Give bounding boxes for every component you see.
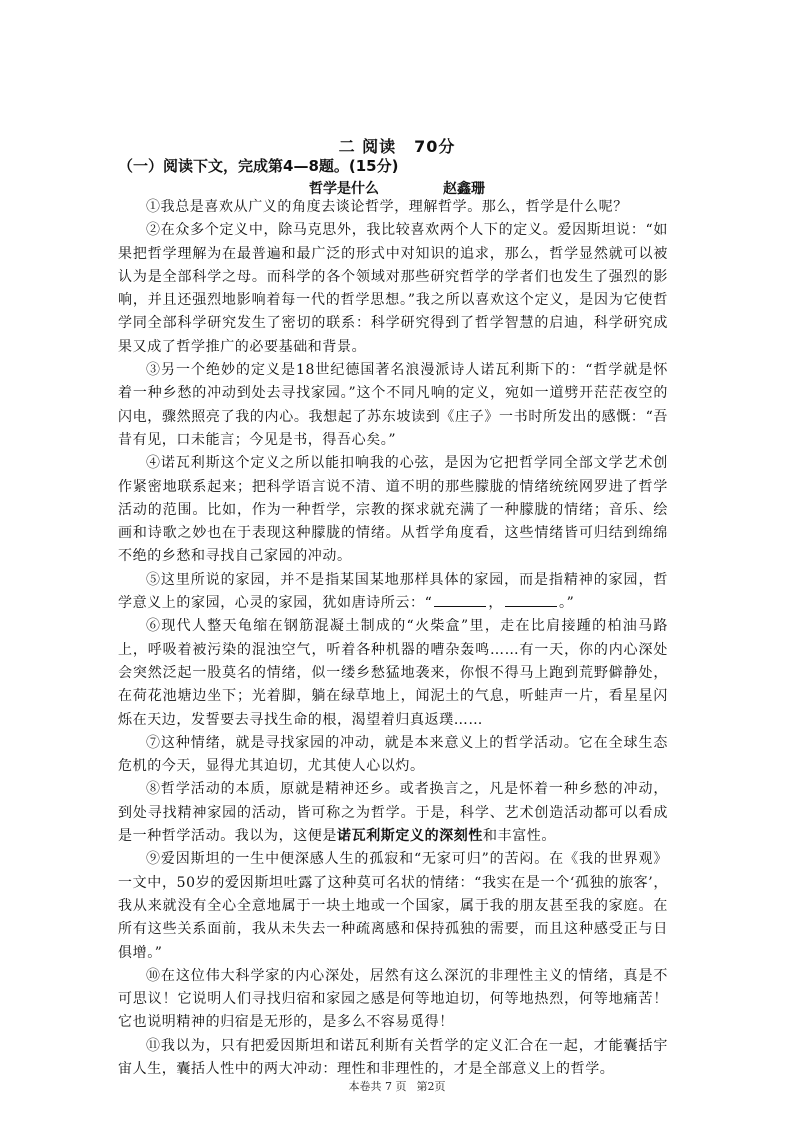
fill-blank-1[interactable]: [434, 592, 486, 607]
paragraph-5-sep: ，: [488, 595, 503, 612]
fill-blank-2[interactable]: [505, 592, 557, 607]
paragraph-5: [118, 569, 668, 616]
paragraph-8-bold: 诺瓦利斯定义的深刻性: [337, 828, 483, 845]
paragraph-8-text: ⑧哲学活动的本质，原就是精神还乡。或者换言之，凡是怀着一种乡愁的冲动，到处寻找精神家园的活动，皆可称之为哲学。于是，科学、艺术创造活动都可以看成是一种哲学活动。我以为，这便是: [118, 781, 668, 845]
section-name: 二 阅读: [338, 137, 397, 156]
paragraph-3: ③另一个绝妙的定义是18世纪德国著名浪漫派诗人诺瓦利斯下的：“哲学就是怀着一种乡愁的冲动到处去寻找家园。”这个不同凡响的定义，宛如一道劈开茫茫夜空的闪电，骤然照亮了我的内心。我想起了苏东坡读到《庄子》一书时所发出的感慨：“吾昔有见，口未能言；今见是书，得吾心矣。”: [118, 362, 668, 448]
paragraph-8: [118, 778, 668, 848]
paragraph-5-end: 。”: [558, 595, 575, 612]
article-header: [0, 178, 794, 198]
paragraph-2: ②在众多个定义中，除马克思外，我比较喜欢两个人下的定义。爱因斯坦说：“如果把哲学理解为在最普遍和最广泛的形式中对知识的追求，那么，哲学显然就可以被认为是全部科学之母。而科学的各个领域对那些研究哲学的学者们也发生了强烈的影响，并且还强烈地影响着每一代的哲学思想。”我之所以喜欢这个定义，是因为它使哲学同全部科学研究发生了密切的联系：科学研究得到了哲学智慧的启迪，科学研究成果又成了哲学推广的必要基础和背景。: [118, 222, 668, 355]
section-score: 70分: [414, 137, 456, 156]
paragraph-1: ①我总是喜欢从广义的角度去谈论哲学，理解哲学。那么，哲学是什么呢？: [146, 199, 628, 215]
page-footer: [0, 1078, 794, 1094]
article-title: 哲学是什么: [309, 181, 379, 197]
paragraph-4: ④诺瓦利斯这个定义之所以能扣响我的心弦，是因为它把哲学同全部文学艺术创作紧密地联系起来；把科学语言说不清、道不明的那些朦胧的情绪统统网罗进了哲学活动的范围。比如，作为一种哲学，宗教的探求就充满了一种朦胧的情绪；音乐、绘画和诗歌之妙也在于表现这种朦胧的情绪。从哲学角度看，这些情绪皆可归结到绵绵不绝的乡愁和寻找自己家园的冲动。: [118, 455, 668, 565]
footer-page-number: 第2页: [416, 1080, 446, 1093]
paragraph-10: ⑩在这位伟大科学家的内心深处，居然有这么深沉的非理性主义的情绪，真是不可思议！它说明人们寻找归宿和家园之感是何等地迫切，何等地热烈，何等地痛苦！它也说明精神的归宿是无形的，是多么不容易觅得！: [118, 967, 668, 1031]
article-body: [118, 196, 668, 1081]
paragraph-7: ⑦这种情绪，就是寻找家园的冲动，就是本来意义上的哲学活动。它在全球生态危机的今天，显得尤其迫切，尤其使人心以灼。: [118, 734, 668, 775]
footer-total-pages: 本卷共 7 页: [348, 1080, 407, 1093]
paragraph-8-end: 和丰富性。: [483, 828, 556, 845]
paragraph-5-text: ⑤这里所说的家园，并不是指某国某地那样具体的家园，而是指精神的家园，哲学意义上的家园，心灵的家园，犹如唐诗所云：“: [118, 571, 668, 612]
section-title: [0, 134, 794, 157]
paragraph-9: ⑨爱因斯坦的一生中便深感人生的孤寂和“无家可归”的苦闷。在《我的世界观》一文中，50岁的爱因斯坦吐露了这种莫可名状的情绪：“我实在是一个‘孤独的旅客’，我从来就没有全心全意地属于一块土地或一个国家，属于我的朋友甚至我的家庭。在所有这些关系面前，我从未失去一种疏离感和保持孤独的需要，而且这种感受正与日俱增。”: [118, 851, 668, 961]
paragraph-6: ⑥现代人整天龟缩在钢筋混凝土制成的“火柴盒”里，走在比肩接踵的柏油马路上，呼吸着被污染的混浊空气，听着各种机器的嘈杂轰鸣……有一天，你的内心深处会突然泛起一股莫名的情绪，似一缕乡愁猛地袭来，你恨不得马上跑到荒野僻静处，在荷花池塘边坐下；光着脚，躺在绿草地上，闻泥土的气息，听蛙声一片，看星星闪烁在天边，发誓要去寻找生命的根，渴望着归真返璞……: [118, 618, 668, 728]
subsection-title: （一）阅读下文，完成第4—8题。(15分): [118, 157, 399, 175]
paragraph-11: ⑪我以为，只有把爱因斯坦和诺瓦利斯有关哲学的定义汇合在一起，才能囊括宇宙人生，囊括人性中的两大冲动：理性和非理性的，才是全部意义上的哲学。: [118, 1037, 668, 1077]
article-author: 赵鑫珊: [443, 181, 485, 197]
